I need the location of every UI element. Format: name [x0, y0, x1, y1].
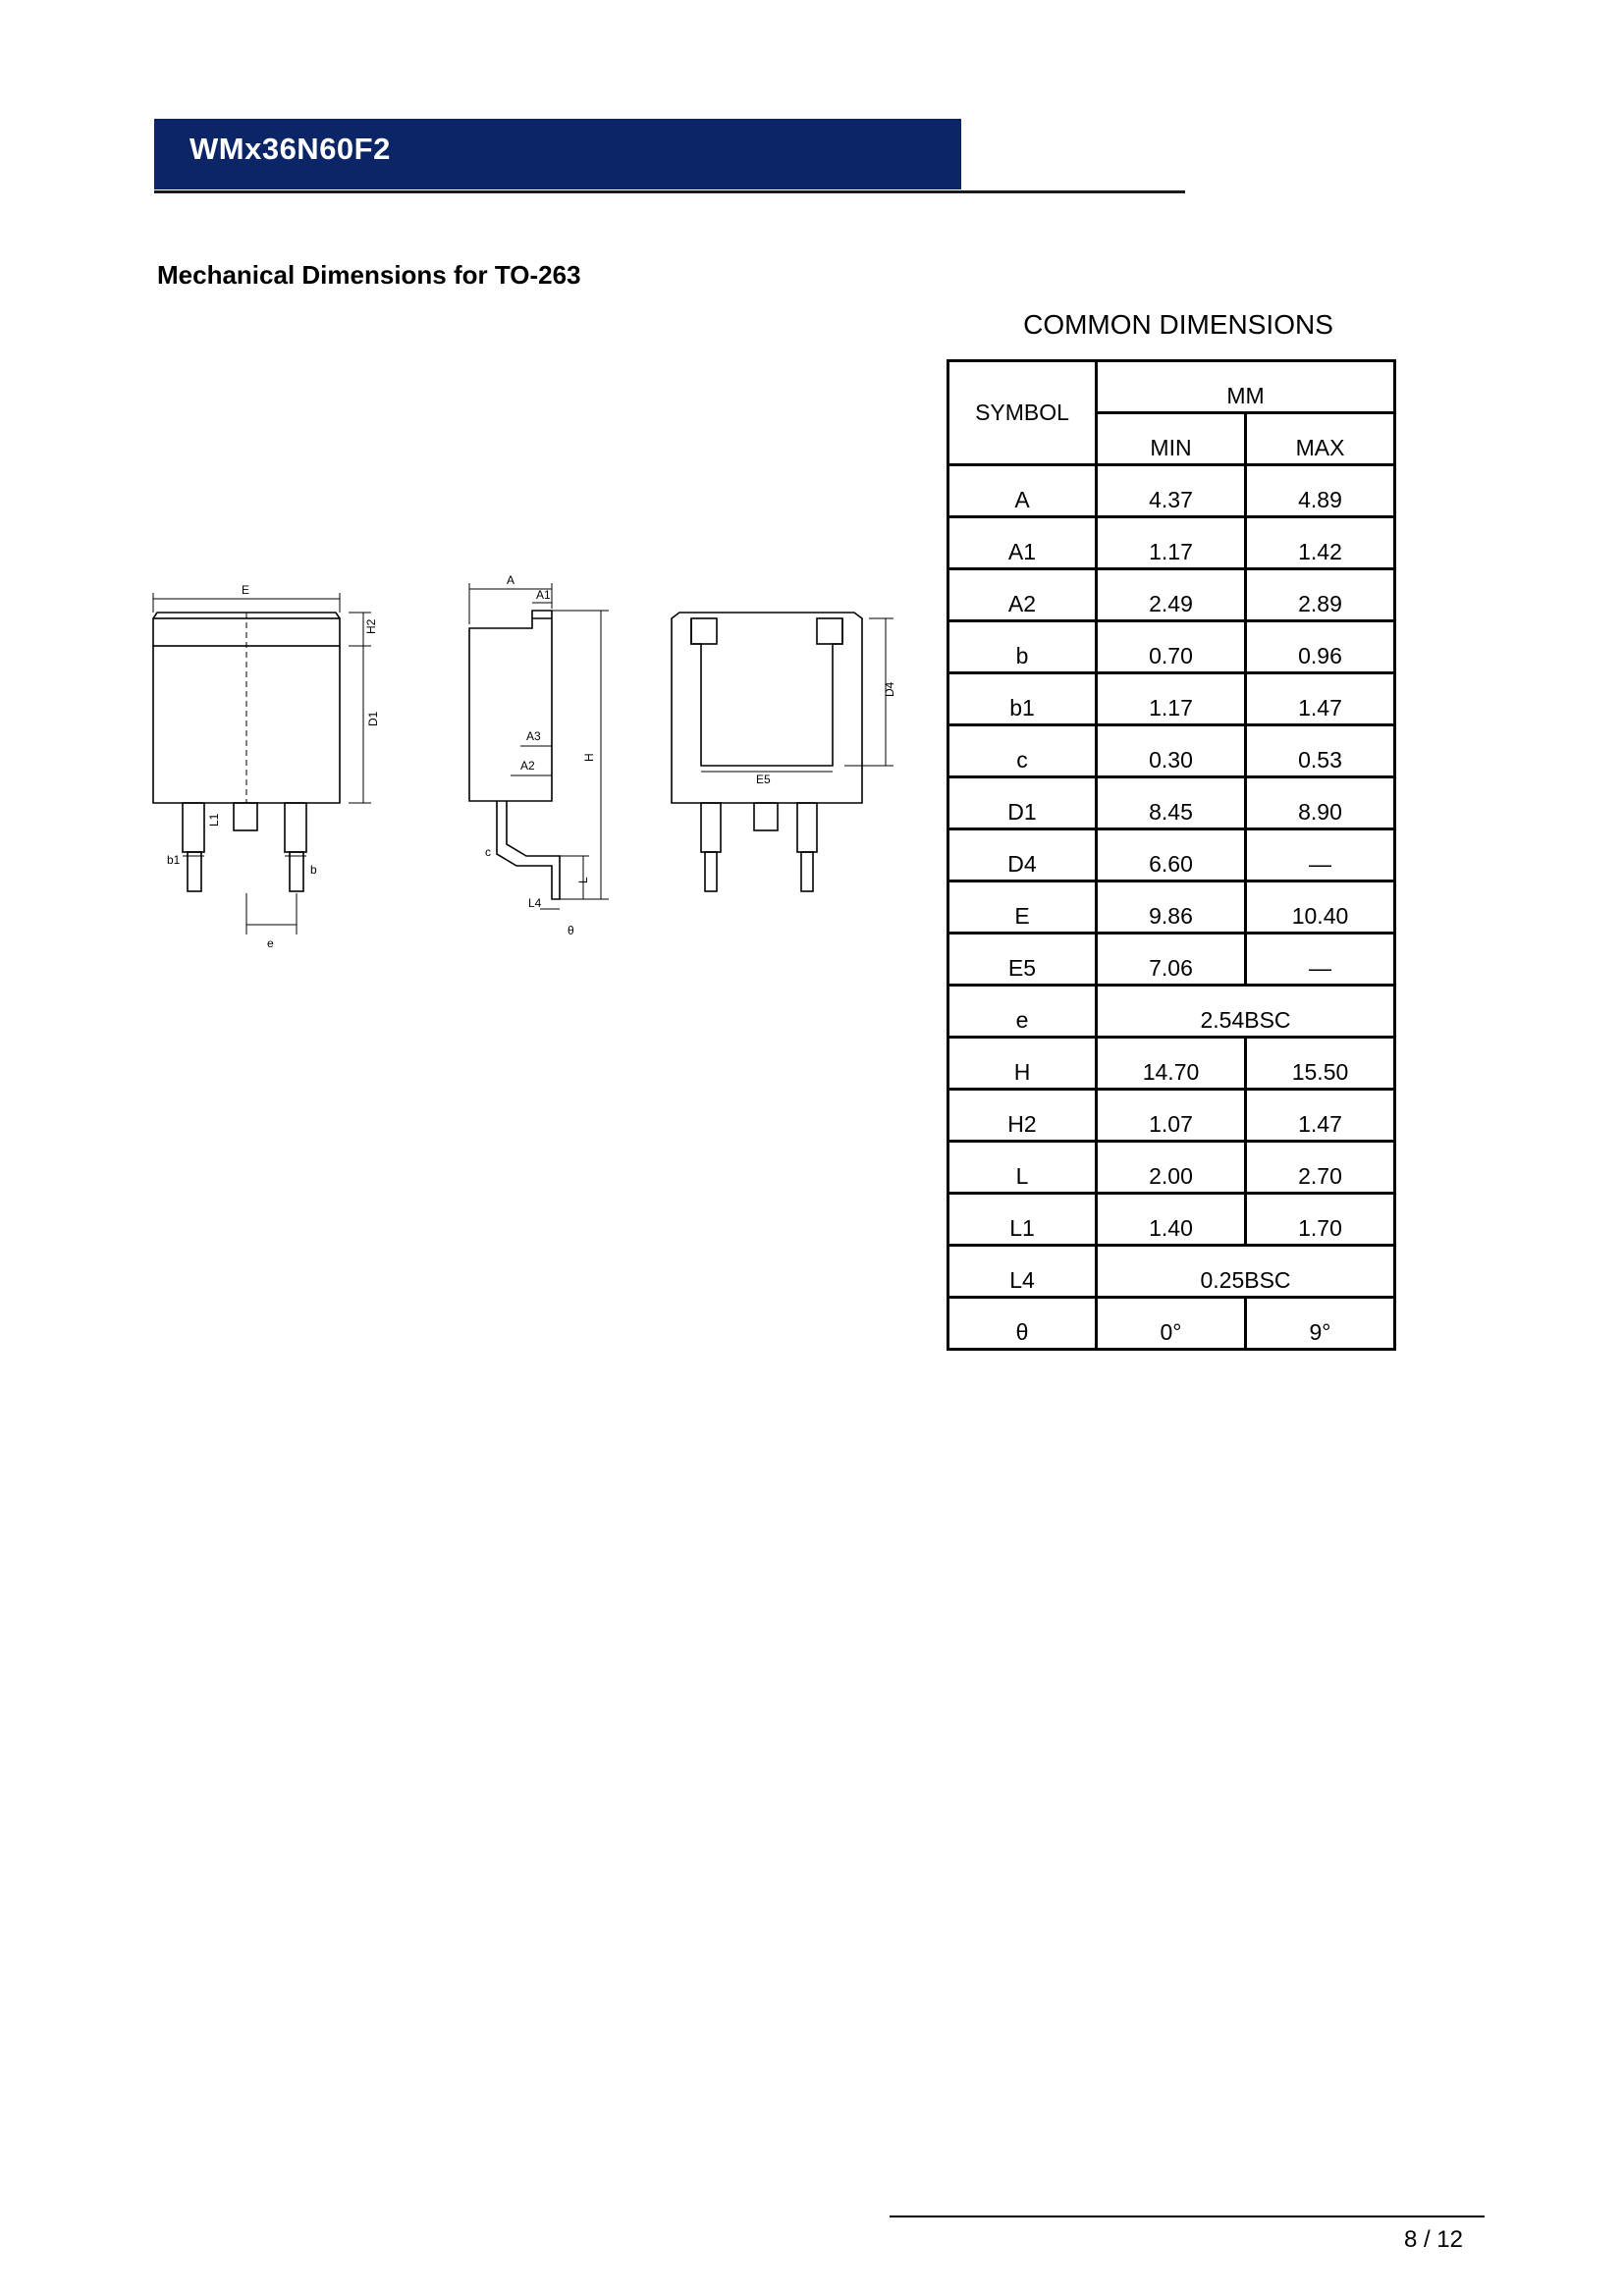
table-row [948, 881, 1395, 934]
min-cell: 2.00 [1097, 1142, 1246, 1194]
dim-label-L1: L1 [207, 813, 221, 827]
dim-label-b: b [310, 863, 317, 877]
symbol-cell: A [948, 465, 1097, 517]
max-header: MAX [1246, 413, 1395, 465]
table-row [948, 465, 1395, 517]
min-cell: 4.37 [1097, 465, 1246, 517]
dim-label-D4: D4 [883, 681, 896, 697]
dim-label-A2: A2 [520, 759, 535, 773]
max-cell: 15.50 [1246, 1038, 1395, 1090]
min-header: MIN [1097, 413, 1246, 465]
table-row [948, 986, 1395, 1038]
min-cell: 1.17 [1097, 673, 1246, 725]
dim-label-H2: H2 [364, 618, 378, 634]
max-cell: 1.47 [1246, 1090, 1395, 1142]
table-row [948, 517, 1395, 569]
table-row [948, 1298, 1395, 1350]
dim-label-c: c [485, 845, 491, 859]
symbol-cell: L [948, 1142, 1097, 1194]
footer-divider [890, 2216, 1485, 2217]
symbol-cell: b [948, 621, 1097, 673]
min-cell: 14.70 [1097, 1038, 1246, 1090]
symbol-cell: H [948, 1038, 1097, 1090]
dim-label-L4: L4 [528, 896, 542, 910]
min-cell: 1.40 [1097, 1194, 1246, 1246]
table-row [948, 1246, 1395, 1298]
min-cell: 1.07 [1097, 1090, 1246, 1142]
symbol-cell: H2 [948, 1090, 1097, 1142]
side-lead-outline [497, 801, 560, 899]
package-outline-drawing [147, 569, 913, 962]
min-cell: 2.49 [1097, 569, 1246, 621]
symbol-cell: D1 [948, 777, 1097, 829]
table-row [948, 621, 1395, 673]
header-divider [154, 190, 1185, 193]
dim-label-e: e [267, 936, 274, 950]
max-cell: 0.96 [1246, 621, 1395, 673]
max-cell: 2.89 [1246, 569, 1395, 621]
min-cell: 0.30 [1097, 725, 1246, 777]
max-cell: 1.70 [1246, 1194, 1395, 1246]
dim-label-A1: A1 [536, 588, 551, 602]
symbol-cell: E [948, 881, 1097, 934]
symbol-cell: D4 [948, 829, 1097, 881]
symbol-cell: A2 [948, 569, 1097, 621]
table-row [948, 1194, 1395, 1246]
min-cell: 9.86 [1097, 881, 1246, 934]
symbol-cell: θ [948, 1298, 1097, 1350]
dim-label-L: L [576, 877, 590, 883]
max-cell: 8.90 [1246, 777, 1395, 829]
symbol-cell: E5 [948, 934, 1097, 986]
max-cell: — [1246, 934, 1395, 986]
max-cell: 4.89 [1246, 465, 1395, 517]
symbol-cell: L4 [948, 1246, 1097, 1298]
dim-label-b1: b1 [167, 853, 181, 867]
symbol-cell: L1 [948, 1194, 1097, 1246]
table-row [948, 1038, 1395, 1090]
unit-header: MM [1097, 361, 1395, 413]
dimensions-table [947, 359, 1396, 1351]
table-row [948, 673, 1395, 725]
max-cell: 0.53 [1246, 725, 1395, 777]
table-caption: COMMON DIMENSIONS [1023, 309, 1333, 340]
table-row [948, 934, 1395, 986]
max-cell: 9° [1246, 1298, 1395, 1350]
max-cell: 1.47 [1246, 673, 1395, 725]
dim-label-A: A [507, 573, 515, 587]
table-row [948, 777, 1395, 829]
max-cell: 10.40 [1246, 881, 1395, 934]
max-cell: — [1246, 829, 1395, 881]
symbol-header: SYMBOL [948, 361, 1097, 465]
min-cell: 0.70 [1097, 621, 1246, 673]
symbol-cell: e [948, 986, 1097, 1038]
dim-label-E: E [242, 583, 250, 597]
table-row [948, 569, 1395, 621]
dim-label-H: H [582, 753, 596, 762]
symbol-cell: A1 [948, 517, 1097, 569]
symbol-cell: b1 [948, 673, 1097, 725]
dim-label-A3: A3 [526, 729, 541, 743]
table-row [948, 1142, 1395, 1194]
table-row [948, 829, 1395, 881]
dim-label-D1: D1 [366, 711, 380, 726]
min-cell: 8.45 [1097, 777, 1246, 829]
table-row [948, 725, 1395, 777]
table-row [948, 1090, 1395, 1142]
max-cell: 2.70 [1246, 1142, 1395, 1194]
section-title: Mechanical Dimensions for TO-263 [157, 260, 581, 290]
min-cell: 7.06 [1097, 934, 1246, 986]
min-cell: 1.17 [1097, 517, 1246, 569]
symbol-cell: c [948, 725, 1097, 777]
bsc-value-cell: 0.25BSC [1097, 1246, 1395, 1298]
max-cell: 1.42 [1246, 517, 1395, 569]
document-title: WMx36N60F2 [189, 132, 391, 166]
side-body-outline [469, 618, 552, 801]
bsc-value-cell: 2.54BSC [1097, 986, 1395, 1038]
dim-label-E5: E5 [756, 773, 771, 786]
min-cell: 0° [1097, 1298, 1246, 1350]
min-cell: 6.60 [1097, 829, 1246, 881]
page-number: 8 / 12 [1403, 2226, 1463, 2253]
dim-label-theta: θ [568, 924, 574, 937]
